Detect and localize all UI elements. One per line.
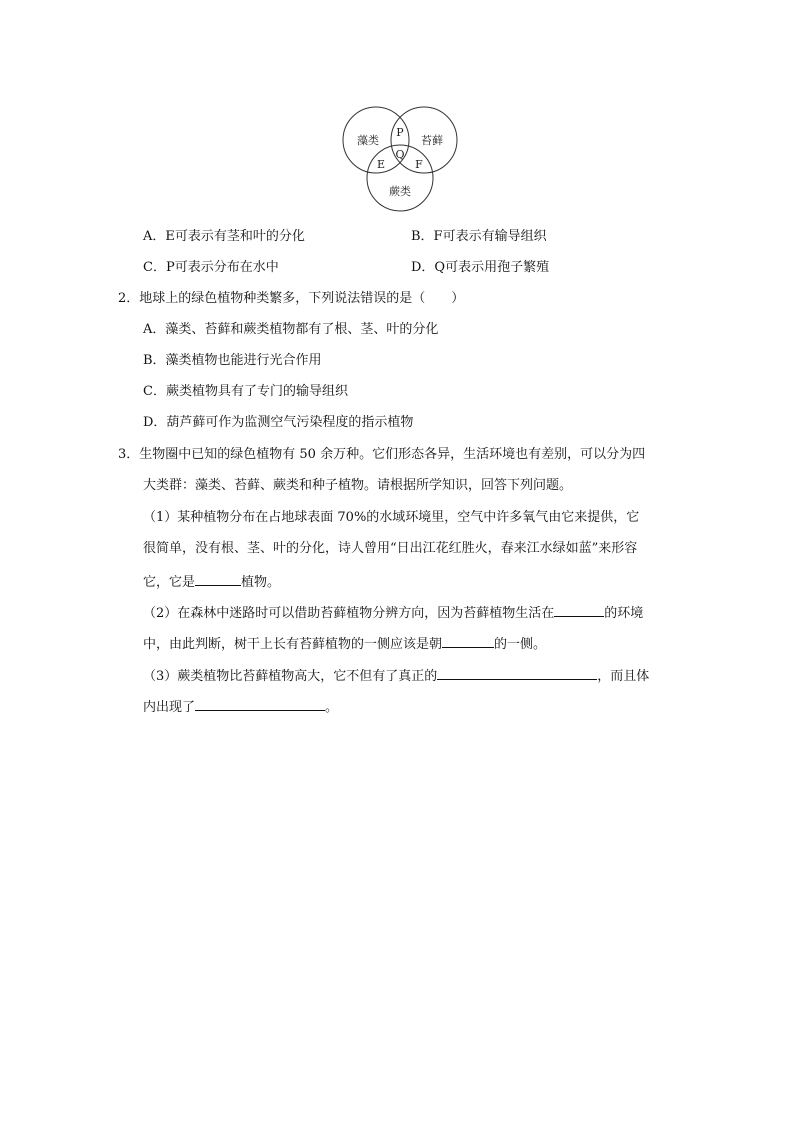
- q1-option-c[interactable]: C．P可表示分布在水中: [143, 260, 279, 275]
- q2-stem: 2．地球上的绿色植物种类繁多，下列说法错误的是（ ）: [118, 291, 465, 306]
- q2-option-a[interactable]: A．藻类、苔藓和蕨类植物都有了根、茎、叶的分化: [143, 322, 439, 337]
- q3-sub1-line3: [143, 571, 280, 592]
- q3-sub3-line1-pre: （3）蕨类植物比苔藓植物高大，它不但有了真正的: [143, 669, 438, 684]
- label-algae: 藻类: [357, 134, 379, 147]
- q3-sub3-line1: [143, 665, 649, 686]
- venn-diagram: [338, 105, 462, 215]
- q3-sub2-line2-post: 的一侧。: [494, 637, 547, 652]
- label-moss: 苔藓: [421, 134, 443, 147]
- region-f: F: [415, 158, 423, 171]
- q2-option-b[interactable]: B．藻类植物也能进行光合作用: [143, 353, 322, 368]
- q1-option-d[interactable]: D．Q可表示用孢子繁殖: [411, 260, 550, 275]
- q3-sub2-line1: [143, 602, 643, 623]
- q1-option-a[interactable]: A．E可表示有茎和叶的分化: [143, 229, 305, 244]
- region-q: Q: [395, 148, 405, 161]
- q1-option-b[interactable]: B．F可表示有输导组织: [411, 229, 547, 244]
- region-e: E: [376, 158, 386, 171]
- q2-option-d[interactable]: D．葫芦藓可作为监测空气污染程度的指示植物: [143, 415, 414, 430]
- answer-blank-3[interactable]: [442, 633, 494, 648]
- q3-sub3-line2-post: 。: [325, 700, 339, 715]
- q3-sub2-line2-pre: 中，由此判断，树干上长有苔藓植物的一侧应该是朝: [143, 637, 443, 652]
- q3-sub1-line1: （1）某种植物分布在占地球表面 70%的水域环境里，空气中许多氧气由它来提供，它: [143, 510, 640, 525]
- q3-sub3-line2: [143, 696, 338, 717]
- answer-blank-1[interactable]: [195, 571, 241, 586]
- region-p: P: [396, 126, 404, 139]
- label-fern: 蕨类: [389, 185, 411, 198]
- q3-sub2-line1-pre: （2）在森林中迷路时可以借助苔藓植物分辨方向，因为苔藓植物生活在: [143, 606, 555, 621]
- q3-sub2-line2: [143, 633, 546, 654]
- q3-sub3-line1-post: ，而且体: [597, 669, 650, 684]
- q3-stem-line2: 大类群：藻类、苔藓、蕨类和种子植物。请根据所学知识，回答下列问题。: [143, 478, 573, 493]
- q3-sub3-line2-pre: 内出现了: [143, 700, 196, 715]
- q3-sub1-line2: 很简单，没有根、茎、叶的分化，诗人曾用“日出江花红胜火，春来江水绿如蓝”来形容: [143, 541, 638, 556]
- q3-sub1-line3-post: 植物。: [241, 575, 281, 590]
- q3-stem-line1: 3．生物圈中已知的绿色植物有 50 余万种。它们形态各异，生活环境也有差别，可以分为四: [118, 447, 646, 462]
- answer-blank-2[interactable]: [554, 602, 604, 617]
- q3-sub1-line3-pre: 它，它是: [143, 575, 196, 590]
- answer-blank-5[interactable]: [195, 696, 325, 711]
- answer-blank-4[interactable]: [437, 665, 597, 680]
- q2-option-c[interactable]: C．蕨类植物具有了专门的输导组织: [143, 384, 348, 399]
- q3-sub2-line1-post: 的环境: [604, 606, 644, 621]
